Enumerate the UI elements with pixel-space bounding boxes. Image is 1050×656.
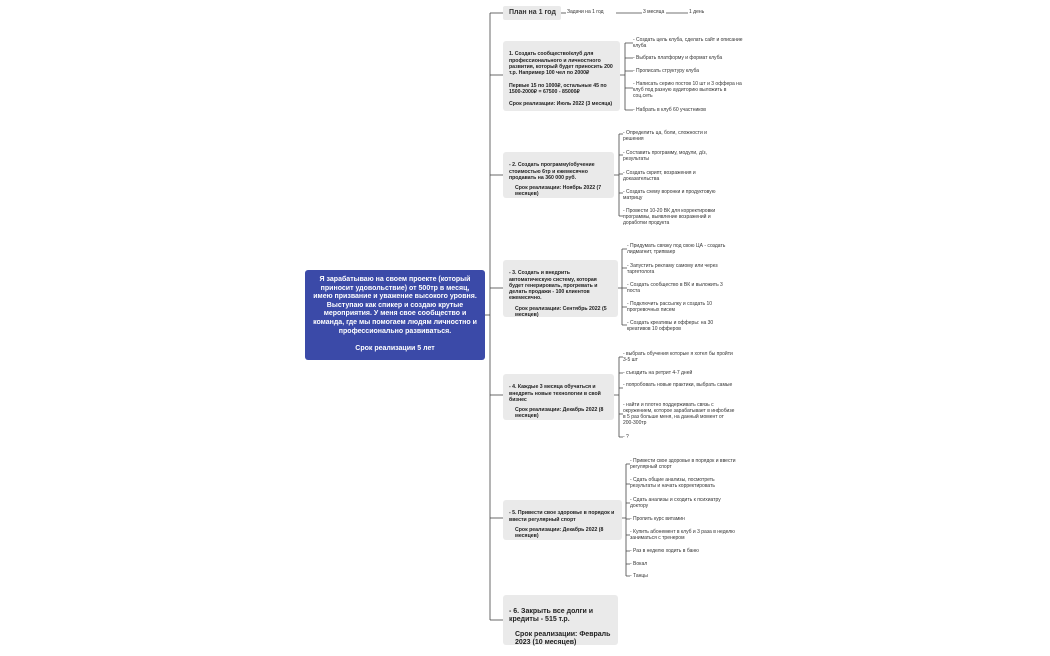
plan-sub-3[interactable]: 1 день — [689, 9, 705, 15]
branch-3-leaf[interactable]: - Придумать связку под свою ЦА - создать лидмагнит, трипваер — [627, 243, 726, 255]
branch-2-topic[interactable] — [503, 152, 614, 198]
branch-5-leaf[interactable]: - Купить абонемент в клуб и 3 раза в неделю заниматься с тренером — [630, 529, 735, 541]
branch-5-leaf[interactable]: - Привести свое здоровье в порядок и ввести регулярный спорт — [630, 458, 736, 470]
branch-3-topic[interactable] — [503, 260, 618, 317]
branch-4-leaf[interactable]: - попробовать новые практики, выбрать самые — [623, 382, 733, 388]
branch-1-title: 1. Создать сообщество/клуб для профессионального и личностного развития, который будет приносить 200 т.р. Например 100 чел по 2000₽ Первые 15 по 1000₽, остальные 45 по 1500-2000₽ = 67500 - 85000₽ — [509, 51, 613, 96]
branch-4-leaf[interactable]: - съездить на ретрит 4-7 дней — [623, 370, 693, 376]
branch-2-leaf[interactable]: - Определить ца, боли, сложности и решения — [623, 130, 707, 142]
branch-5-title: - 5. Привести свое здоровье в порядок и ввести регулярный спорт — [509, 510, 615, 523]
branch-6-deadline: Срок реализации: Февраль 2023 (10 месяцев) — [515, 630, 611, 646]
branch-6-topic[interactable] — [503, 595, 618, 645]
branch-1-leaf[interactable]: - Выбрать платформу и формат клуба — [633, 55, 723, 61]
branch-1-deadline: Срок реализации: Июль 2022 (3 месяца) — [509, 101, 613, 108]
branch-1-leaf[interactable]: - Создать цель клуба, сделать сайт и описание клуба — [633, 37, 743, 49]
central-topic[interactable]: Я зарабатываю на своем проекте (который приносит удовольствие) от 500тр в месяц, имею призвание и уважение высокого уровня. Выступаю как спикер и создаю крутые мероприятия. У меня свое сообщество и команда, где мы помогаем людям личностно и профессионально развиваться. Срок реализации 5 лет — [305, 270, 485, 360]
branch-5-leaf[interactable]: - Сдать общие анализы, посмотреть результаты и начать корректировать — [630, 477, 715, 489]
branch-2-leaf[interactable]: - Создать схему воронки и продуктовую матрицу — [623, 189, 716, 201]
branch-2-title: - 2. Создать программу/обучение стоимостью 6тр и ежемесячно продавать на 360 000 руб. — [509, 162, 595, 181]
branch-3-leaf[interactable]: - Подключить рассылку и создать 10 прогревочных писем — [627, 301, 713, 313]
plan-sub-2[interactable]: 3 месяца — [643, 9, 665, 15]
branch-2-leaf[interactable]: - Создать скрипт, возражения и доказательства — [623, 170, 696, 182]
branch-2-deadline: Срок реализации: Ноябрь 2022 (7 месяцев) — [515, 185, 602, 198]
branch-3-title: - 3. Создать и внедрить автоматическую систему, которая будет генерировать, прогревать и делать продажи - 100 клиентов ежемесячно. — [509, 270, 598, 302]
branch-1-leaf[interactable]: - Набрать в клуб 60 участников — [633, 107, 706, 113]
branch-3-leaf[interactable]: - Запустить рекламу самому или через таргетолога — [627, 263, 718, 275]
branch-6-title: - 6. Закрыть все долги и кредиты - 515 т.р. — [509, 607, 594, 623]
branch-5-deadline: Срок реализации: Декабрь 2022 (8 месяцев) — [515, 526, 604, 540]
branch-4-leaf[interactable]: - выбрать обучения которые я хотел бы пройти 3-5 шт — [623, 351, 733, 363]
plan-topic[interactable]: План на 1 год — [503, 6, 561, 20]
branch-1-leaf[interactable]: - Написать серию постов 10 шт и 3 оффера на клуб под разную аудиторию выложить в соц.сеть — [633, 81, 742, 99]
branch-1-leaf[interactable]: - Прописать структуру клуба — [633, 68, 700, 74]
branch-4-deadline: Срок реализации: Декабрь 2022 (8 месяцев) — [515, 407, 604, 420]
branch-3-leaf[interactable]: - Создать сообщество в ВК и выложить 3 поста — [627, 282, 723, 294]
branch-2-leaf[interactable]: - Составить программу, модули, д/з, результаты — [623, 150, 707, 162]
branch-1-topic[interactable] — [503, 41, 620, 111]
branch-5-leaf[interactable]: - Раз в неделю ходить в баню — [630, 548, 699, 554]
branch-4-leaf[interactable]: - найти и плотно поддерживать связь с окружением, которое зарабатывает в инфобизе в 5 раз больше меня, на данный момент от 200-300тр — [623, 402, 735, 426]
plan-sub-1[interactable]: Задачи на 1 год — [567, 9, 604, 15]
branch-2-leaf[interactable]: - Провести 10-20 ВК для корректировки программы, выявление возражений и доработки продукта — [623, 208, 716, 226]
branch-5-leaf[interactable]: - Танцы — [630, 573, 648, 579]
branch-5-leaf[interactable]: - Пропить курс витамин — [630, 516, 685, 522]
branch-4-leaf[interactable]: - ? — [623, 434, 629, 440]
branch-3-leaf[interactable]: - Создать креативы и офферы: на 30 креативов 10 офферов — [627, 320, 714, 332]
branch-5-topic[interactable] — [503, 500, 622, 540]
branch-5-leaf[interactable]: - Вокал — [630, 561, 648, 567]
branch-5-leaf[interactable]: - Сдать анализы и сходить к психиатру доктору — [630, 497, 721, 509]
branch-3-deadline: Срок реализации: Сентябрь 2022 (5 месяцев) — [515, 305, 607, 319]
branch-4-topic[interactable] — [503, 374, 614, 420]
branch-4-title: - 4. Каждые 3 месяца обучаться и внедрять новые технологии в свой бизнес — [509, 384, 601, 403]
